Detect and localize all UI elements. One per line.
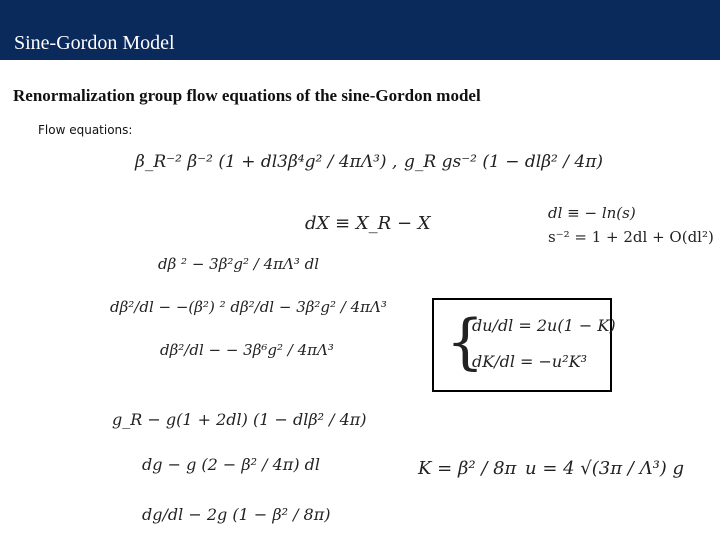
equation-dl-ln: dl ≡ − ln(s)	[548, 204, 636, 222]
slide-subtitle: Renormalization group flow equations of the sine-Gordon model	[13, 86, 481, 105]
equation-g-r: g_R gs⁻² (1 − dlβ² / 4π)	[404, 152, 604, 172]
boxed-equation-dk: dK/dl = −u²K³	[472, 352, 588, 371]
equation-dx: dX ≡ X_R − X	[305, 213, 431, 234]
equation-s-expand: s⁻² = 1 + 2dl + O(dl²)	[548, 228, 714, 246]
title-bar	[0, 0, 720, 60]
equation-k-def: K = β² / 8π	[418, 458, 517, 479]
equation-beta-r: β_R⁻² β⁻² (1 + dl3β⁴g² / 4πΛ³) ,	[135, 152, 398, 172]
slide-title: Sine-Gordon Model	[14, 32, 175, 54]
equation-dg-dl: dg/dl − 2g (1 − β² / 8π)	[142, 505, 331, 524]
equation-d-beta2: dβ ² − 3β²g² / 4πΛ³ dl	[158, 255, 320, 273]
equation-g-r-expand: g_R − g(1 + 2dl) (1 − dlβ² / 4π)	[112, 410, 367, 429]
equation-d-beta2-dl-b: dβ²/dl − − 3β⁶g² / 4πΛ³	[160, 341, 334, 359]
equation-d-beta2-dl: dβ²/dl − −(β²) ² dβ²/dl − 3β²g² / 4πΛ³	[110, 298, 387, 316]
equation-u-def: u = 4 √(3π / Λ³) g	[525, 458, 685, 479]
boxed-equation-du: du/dl = 2u(1 − K)	[472, 316, 616, 335]
left-brace-icon: {	[446, 307, 485, 377]
flow-equations-label: Flow equations:	[38, 123, 133, 137]
boxed-flow-equations	[432, 298, 616, 392]
equation-dg: dg − g (2 − β² / 4π) dl	[142, 455, 320, 474]
